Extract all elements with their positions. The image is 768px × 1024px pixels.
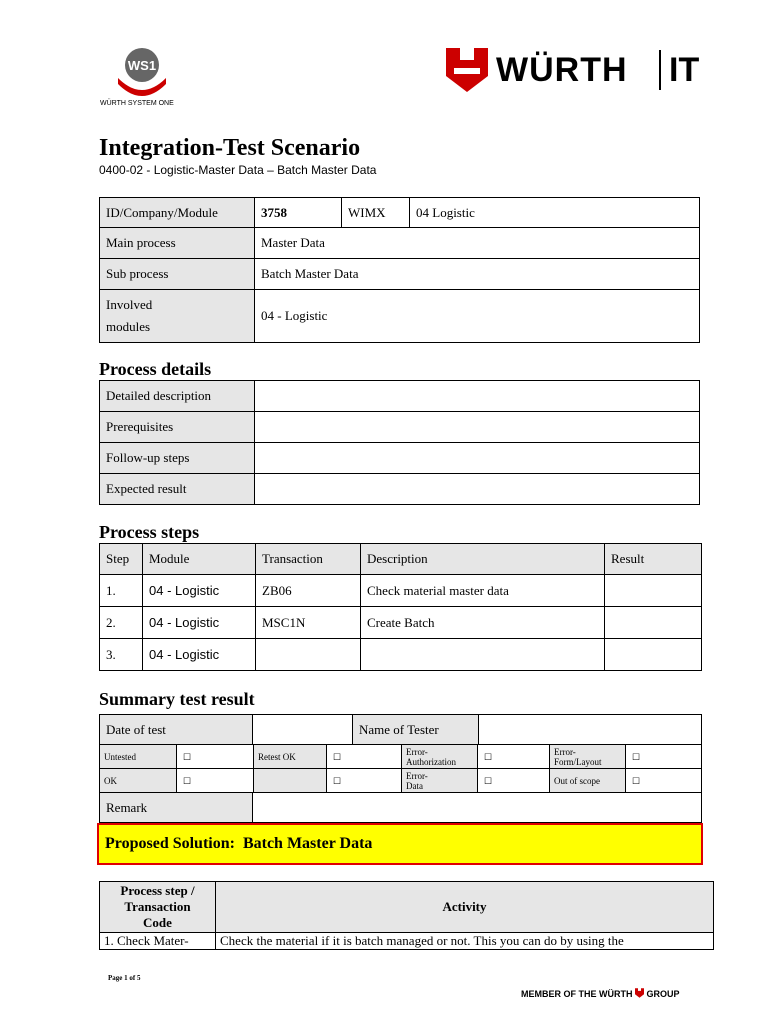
step-transaction [256,639,361,671]
error-authorization-label [402,745,478,769]
table-row [100,607,702,639]
expected-result-value[interactable] [255,474,700,505]
member-text: MEMBER OF THE WÜRTH [521,989,633,999]
error-authorization-line2: Authorization [406,756,456,767]
remark-label: Remark [100,793,253,823]
logo-divider [659,50,661,90]
ws1-caption: WÜRTH SYSTEM ONE [100,100,174,107]
id-table [99,197,700,343]
step-number: 3. [100,639,143,671]
remark-table [99,792,702,823]
involved-label-line1: Involved [106,297,153,312]
proposed-solution-value: Batch Master Data [242,835,373,852]
ws1-logo-text: WS1 [127,58,157,73]
ok-checkbox[interactable]: ☐ [177,769,254,793]
blank-checkbox[interactable]: ☐ [327,769,402,793]
summary-heading: Summary test result [99,689,255,709]
retest-ok-label: Retest OK [254,745,327,769]
wurth-emblem-icon [446,48,488,92]
follow-up-steps-label: Follow-up steps [100,443,255,474]
process-details-table [99,380,700,505]
table-row [100,639,702,671]
wurth-it-logo [446,48,706,94]
id-value: 3758 [255,198,342,228]
out-of-scope-label: Out of scope [550,769,626,793]
error-data-line2: Data [406,780,423,791]
ok-label: OK [100,769,177,793]
prerequisites-value[interactable] [255,412,700,443]
col-result: Result [605,544,702,575]
error-authorization-checkbox[interactable]: ☐ [478,745,550,769]
col1-header-line2: Transaction [124,899,191,914]
it-logo-text: IT [669,51,700,89]
table-row [100,575,702,607]
proposed-solution-text [105,835,372,853]
step-description [361,639,605,671]
name-of-tester-label: Name of Tester [353,715,479,745]
wurth-emblem-small-icon [635,988,644,998]
document-subtitle: 0400-02 - Logistic-Master Data – Batch Master Data [99,163,377,177]
activity-table [99,881,714,950]
error-data-label [402,769,478,793]
step-module: 04 - Logistic [143,575,256,607]
sub-process-value: Batch Master Data [255,259,700,290]
sub-process-label: Sub process [100,259,255,290]
step-transaction: ZB06 [256,575,361,607]
name-of-tester-value[interactable] [479,715,702,745]
involved-modules-label [100,290,255,343]
process-steps-heading: Process steps [99,522,200,542]
proposed-solution-label: Proposed Solution: [105,835,235,852]
step-number: 2. [100,607,143,639]
id-label: ID/Company/Module [100,198,255,228]
step-module: 04 - Logistic [143,639,256,671]
document-title: Integration-Test Scenario [99,135,361,161]
error-form-layout-checkbox[interactable]: ☐ [626,745,702,769]
proposed-solution-banner [97,823,703,865]
member-footer [521,988,680,999]
retest-ok-checkbox[interactable]: ☐ [327,745,402,769]
main-process-value: Master Data [255,228,700,259]
step-transaction: MSC1N [256,607,361,639]
date-of-test-value[interactable] [253,715,353,745]
steps-header-row [100,544,702,575]
activity-row-step: 1. Check Mater- [100,933,216,950]
col-transaction: Transaction [256,544,361,575]
wurth-logo-text: WÜRTH [496,51,628,89]
error-data-line1: Error- [406,770,428,781]
step-result[interactable] [605,575,702,607]
company-value: WIMX [342,198,410,228]
col1-header-line3: Code [143,915,172,930]
group-text: GROUP [646,989,680,999]
activity-row-text: Check the material if it is batch managed or not. This you can do by using the [216,933,714,950]
main-process-label: Main process [100,228,255,259]
step-description: Check material master data [361,575,605,607]
follow-up-steps-value[interactable] [255,443,700,474]
untested-checkbox[interactable]: ☐ [177,745,254,769]
step-result[interactable] [605,607,702,639]
step-result[interactable] [605,639,702,671]
detailed-description-label: Detailed description [100,381,255,412]
col-step: Step [100,544,143,575]
untested-label: Untested [100,745,177,769]
date-of-test-label: Date of test [100,715,253,745]
step-description: Create Batch [361,607,605,639]
error-data-checkbox[interactable]: ☐ [478,769,550,793]
col-module: Module [143,544,256,575]
ws1-logo [100,44,190,112]
error-authorization-line1: Error- [406,746,428,757]
involved-modules-value: 04 - Logistic [255,290,700,343]
error-form-layout-line2: Form/Layout [554,756,602,767]
activity-col2-header: Activity [216,882,714,933]
detailed-description-value[interactable] [255,381,700,412]
expected-result-label: Expected result [100,474,255,505]
remark-value[interactable] [253,793,702,823]
step-number: 1. [100,575,143,607]
step-module: 04 - Logistic [143,607,256,639]
col-description: Description [361,544,605,575]
process-details-heading: Process details [99,359,212,379]
process-steps-table [99,543,702,671]
module-value: 04 Logistic [410,198,700,228]
col1-header-line1: Process step / [120,883,195,898]
blank-label [254,769,327,793]
summary-top-table [99,714,702,745]
activity-col1-header [100,882,216,933]
error-form-layout-label [550,745,626,769]
page-number: Page 1 of 5 [108,974,141,982]
out-of-scope-checkbox[interactable]: ☐ [626,769,702,793]
error-form-layout-line1: Error- [554,746,576,757]
involved-label-line2: modules [106,319,151,334]
summary-status-table [99,744,702,793]
prerequisites-label: Prerequisites [100,412,255,443]
